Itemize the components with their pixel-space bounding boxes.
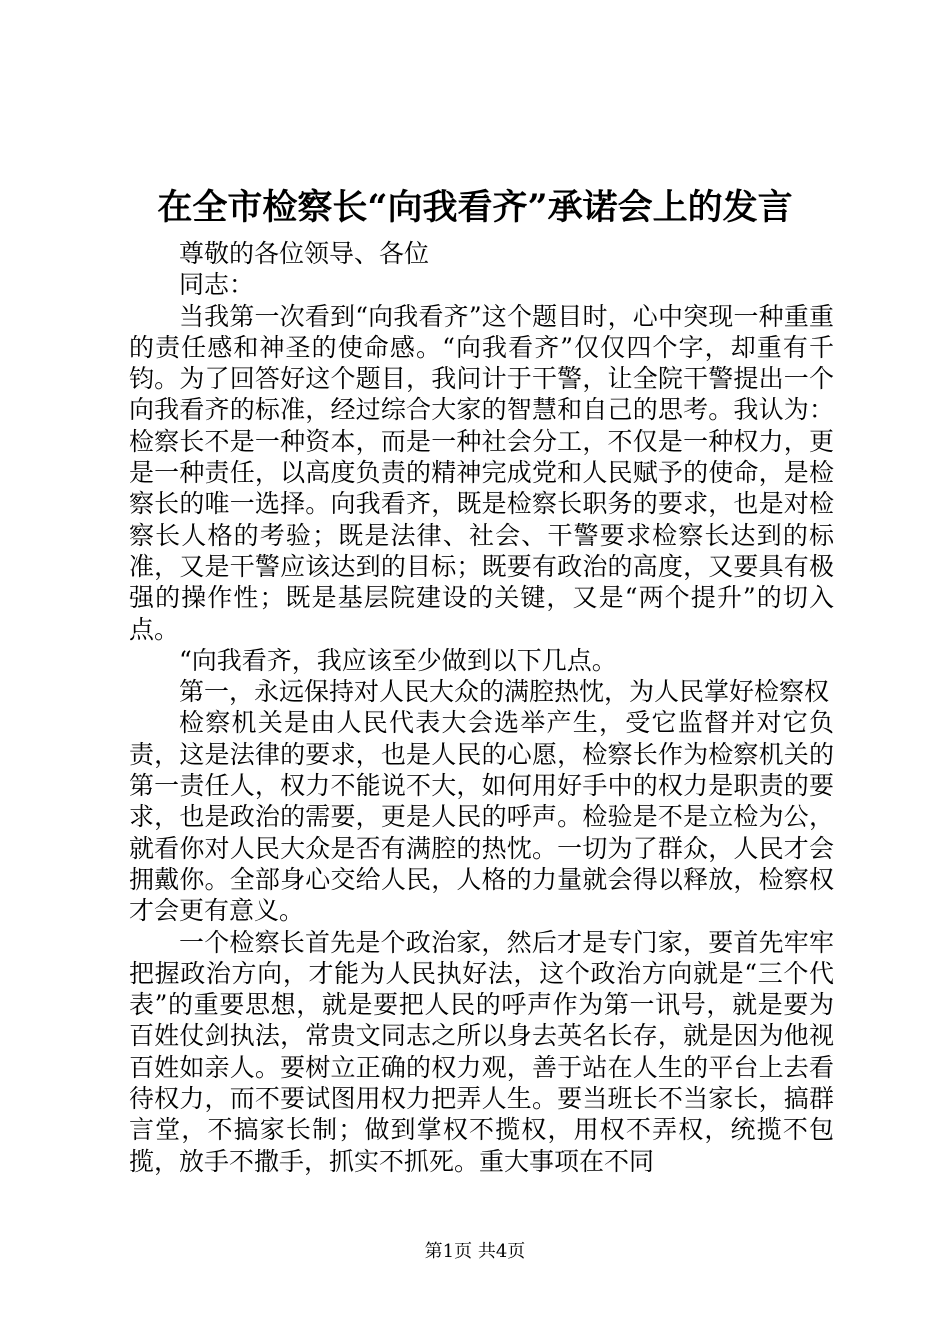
salutation-line-2: 同志：	[179, 270, 255, 300]
body-paragraph: “向我看齐，我应该至少做到以下几点。	[179, 645, 617, 675]
document-title: 在全市检察长“向我看齐”承诺会上的发言	[157, 187, 793, 228]
section-heading: 第一，永远保持对人民大众的满腔热忱，为人民掌好检察权	[179, 677, 830, 707]
page-footer: 第1页 共4页	[424, 1241, 526, 1262]
body-paragraph: 检察机关是由人民代表大会选举产生，受它监督并对它负责，这是法律的要求，也是人民的心愿，检察长作为检察机关的第一责任人，权力不能说不大，如何用好手中的权力是职责的要求，也是政治的需要，更是人民的呼声。检验是不是立检为公，就看你对人民大众是否有满腔的热忱。一切为了群众，人民才会拥戴你。全部身心交给人民，人格的力量就会得以释放，检察权才会更有意义。	[129, 708, 834, 926]
salutation-line-1: 尊敬的各位领导、各位	[179, 239, 430, 268]
body-paragraph: 一个检察长首先是个政治家，然后才是专门家，要首先牢牢把握政治方向，才能为人民执好法，这个政治方向就是“三个代表”的重要思想，就是要把人民的呼声作为第一讯号，就是要为百姓仗剑执法，常贵文同志之所以身去英名长存，就是因为他视百姓如亲人。要树立正确的权力观，善于站在人生的平台上去看待权力，而不要试图用权力把弄人生。要当班长不当家长，搞群言堂，不搞家长制；做到掌权不揽权，用权不弄权，统揽不包揽，放手不撒手，抓实不抓死。重大事项在不同	[129, 927, 834, 1176]
document-body	[129, 238, 834, 1177]
body-paragraph: 当我第一次看到“向我看齐”这个题目时，心中突现一种重重的责任感和神圣的使命感。“向我看齐”仅仅四个字，却重有千钧。为了回答好这个题目，我问计于干警，让全院干警提出一个向我看齐的标准，经过综合大家的智慧和自己的思考。我认为：检察长不是一种资本，而是一种社会分工，不仅是一种权力，更是一种责任，以高度负责的精神完成党和人民赋予的使命，是检察长的唯一选择。向我看齐，既是检察长职务的要求，也是对检察长人格的考验；既是法律、社会、干警要求检察长达到的标准，又是干警应该达到的目标；既要有政治的高度，又要具有极强的操作性；既是基层院建设的关键，又是“两个提升”的切入点。	[129, 301, 834, 644]
